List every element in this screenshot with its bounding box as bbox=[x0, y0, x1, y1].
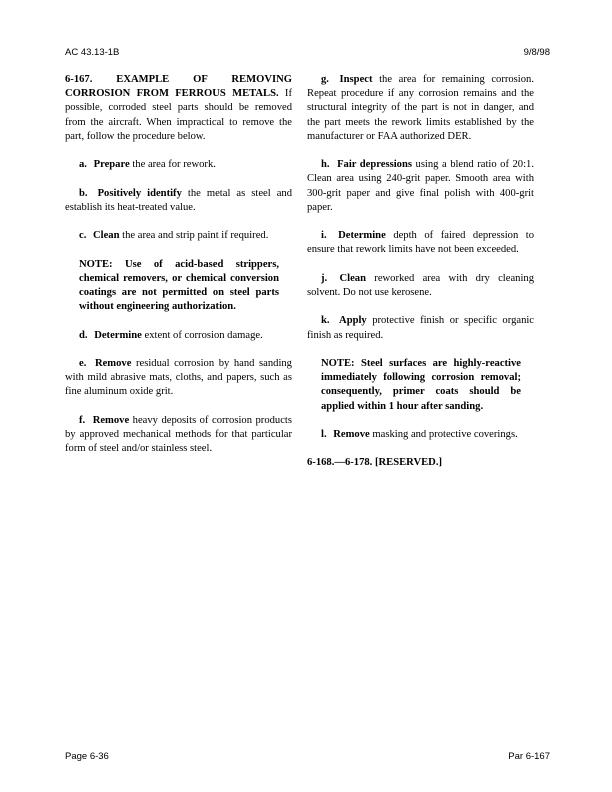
step-text: using a blend ratio of 20:1. Clean area using 240-grit paper. Smooth area with 300-grit paper and give final polish with 400-grit paper. bbox=[307, 159, 534, 213]
step-l bbox=[307, 428, 534, 442]
step-h bbox=[307, 158, 534, 215]
step-label: c. bbox=[79, 230, 87, 242]
step-text: residual corrosion by hand sanding with mild abrasive mats, cloths, and papers, such as fine aluminum oxide grit. bbox=[65, 357, 292, 398]
step-e bbox=[65, 357, 292, 400]
step-f bbox=[65, 414, 292, 457]
step-text: the area for rework. bbox=[132, 159, 216, 171]
step-label: d. bbox=[79, 329, 88, 341]
reserved-heading: 6-168.—6-178. [RESERVED.] bbox=[307, 457, 442, 469]
step-keyword: Determine bbox=[94, 329, 142, 341]
step-keyword: Determine bbox=[338, 230, 386, 242]
step-label: k. bbox=[321, 315, 330, 327]
step-label: e. bbox=[79, 357, 87, 369]
step-label: b. bbox=[79, 187, 88, 199]
step-keyword: Remove bbox=[92, 414, 130, 426]
step-text: depth of faired depression to ensure that rework limits have not been exceeded. bbox=[307, 230, 535, 256]
header-date: 9/8/98 bbox=[523, 47, 550, 58]
step-label: l. bbox=[321, 428, 327, 440]
step-keyword: Clean bbox=[93, 230, 120, 242]
step-keyword: Remove bbox=[94, 357, 132, 369]
step-keyword: Fair depressions bbox=[337, 159, 412, 171]
step-d bbox=[65, 329, 292, 343]
step-label: j. bbox=[321, 272, 328, 284]
step-keyword: Clean bbox=[339, 272, 366, 284]
step-label: f. bbox=[79, 414, 86, 426]
footer-par-label: Par 6-167 bbox=[508, 751, 550, 762]
step-b bbox=[65, 187, 292, 215]
step-i bbox=[307, 229, 534, 257]
step-keyword: Inspect bbox=[339, 74, 373, 85]
section-paragraph bbox=[65, 73, 292, 144]
step-c bbox=[65, 229, 292, 243]
footer-page-label: Page 6-36 bbox=[65, 751, 109, 762]
section-heading: 6-167. EXAMPLE OF REMOVING CORROSION FROM FERROUS METALS. bbox=[65, 74, 292, 100]
step-keyword: Remove bbox=[333, 428, 370, 440]
step-k bbox=[307, 314, 534, 342]
step-text: heavy deposits of corrosion products by approved mechanical methods for that particular form of steel and/or stainless steel. bbox=[65, 414, 292, 455]
left-column bbox=[65, 73, 292, 471]
step-a bbox=[65, 158, 292, 172]
step-text: reworked area with dry cleaning solvent. Do not use kerosene. bbox=[307, 272, 534, 298]
note-primer: NOTE: Steel surfaces are highly-reactive immediately following corrosion removal; consequently, primer coats should be applied within 1 hour after sanding. bbox=[321, 357, 521, 412]
step-g bbox=[307, 73, 534, 144]
step-keyword: Prepare bbox=[93, 159, 130, 171]
step-text: masking and protective coverings. bbox=[372, 428, 518, 440]
step-text: extent of corrosion damage. bbox=[144, 329, 263, 341]
step-text: the metal as steel and establish its heat-treated value. bbox=[65, 187, 292, 213]
step-keyword: Apply bbox=[339, 315, 367, 327]
step-j bbox=[307, 272, 534, 300]
header-doc-id: AC 43.13-1B bbox=[65, 47, 120, 58]
step-label: g. bbox=[321, 74, 329, 85]
step-label: h. bbox=[321, 159, 330, 171]
section-intro: If possible, corroded steel parts should be removed from the aircraft. When impractical to remove the part, follow the procedure below. bbox=[65, 88, 292, 142]
right-column bbox=[307, 73, 534, 485]
step-text: the area for remaining corrosion. Repeat procedure if any corrosion remains and the structural integrity of the part is not in danger, and the part meets the rework limits established by the manufacturer or FAA authorized DER. bbox=[307, 74, 534, 142]
step-keyword: Positively identify bbox=[97, 187, 182, 199]
step-label: i. bbox=[321, 230, 327, 242]
step-text: the area and strip paint if required. bbox=[122, 230, 269, 242]
step-text: protective finish or specific organic finish as required. bbox=[307, 315, 535, 341]
note-strippers: NOTE: Use of acid-based strippers, chemical removers, or chemical conversion coatings are not permitted on steel parts without engineering authorization. bbox=[79, 258, 279, 313]
step-label: a. bbox=[79, 159, 87, 171]
